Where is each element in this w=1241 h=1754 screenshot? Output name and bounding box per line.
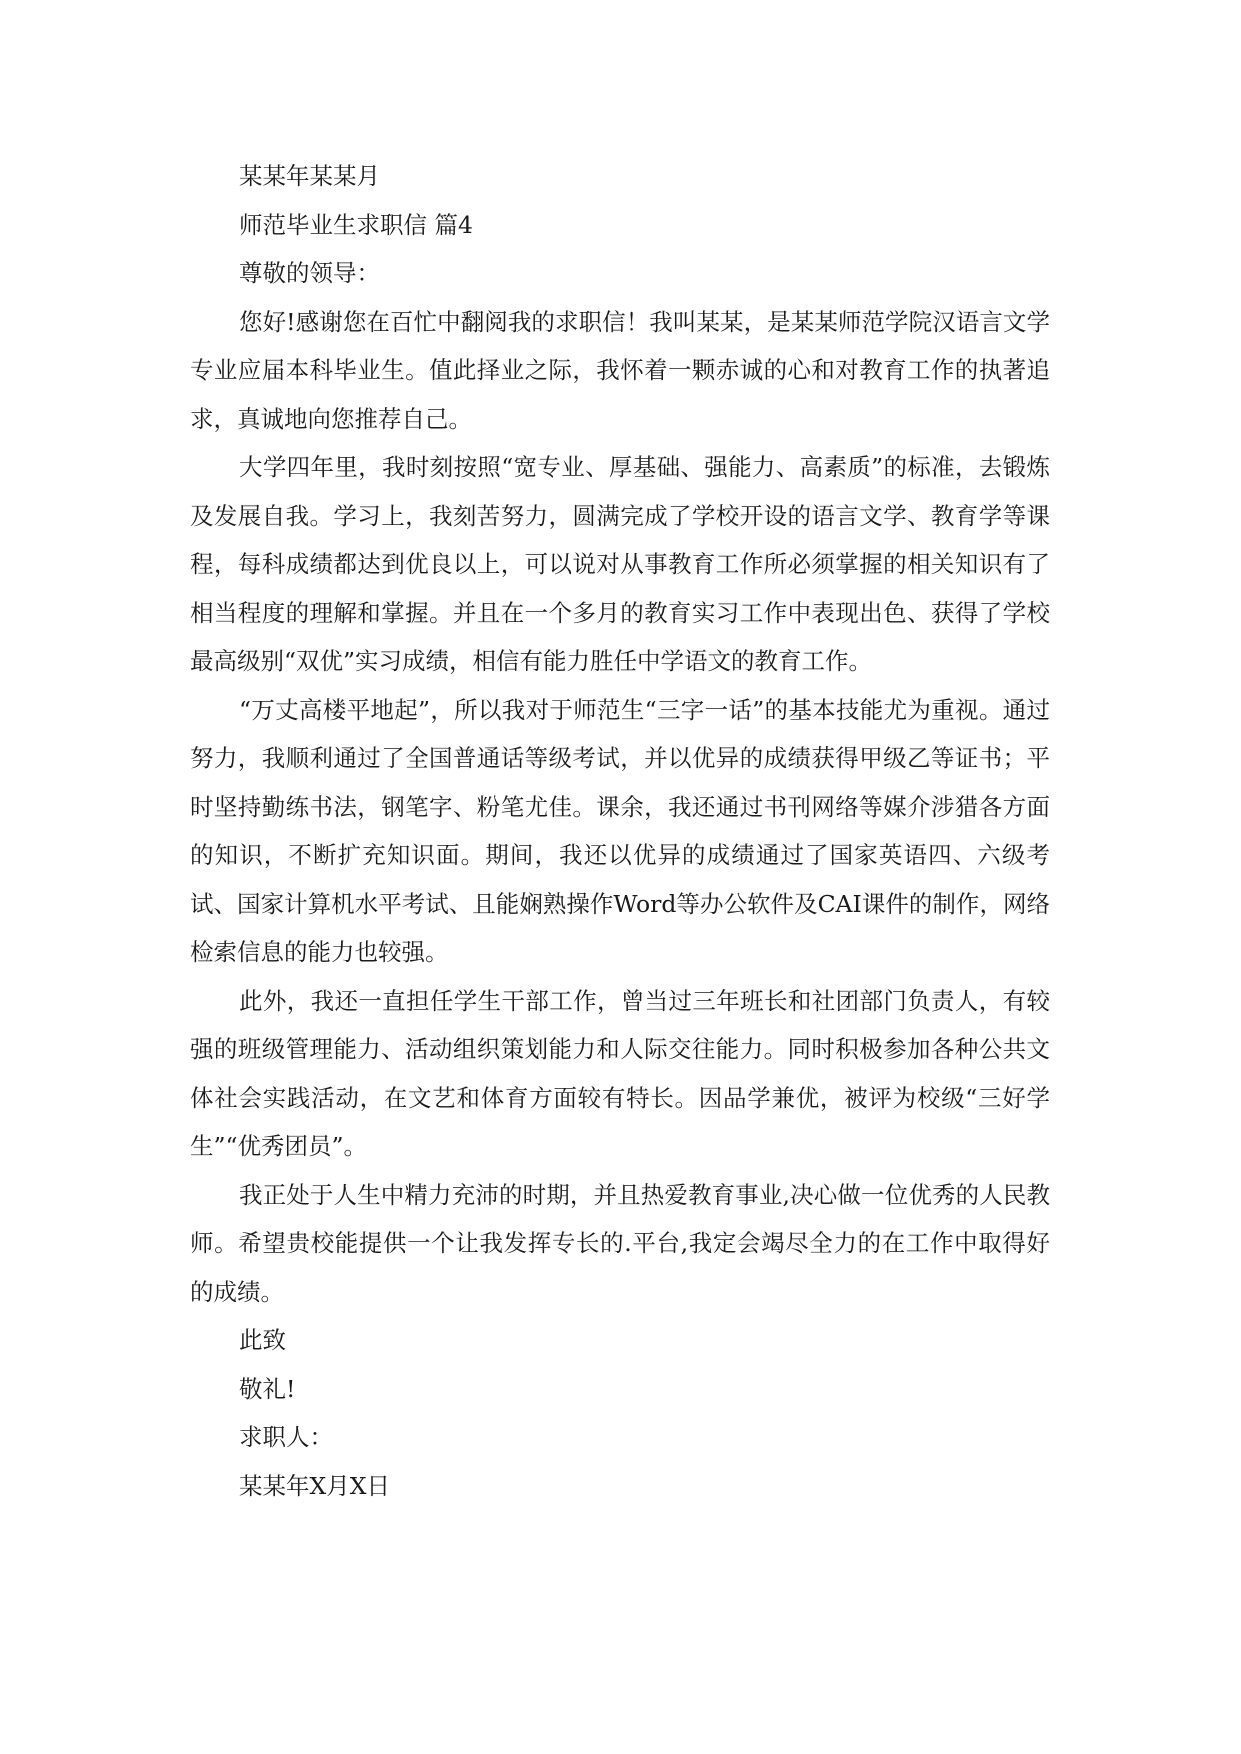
date-bottom: 某某年X月X日	[239, 1471, 390, 1500]
date-top: 某某年某某月	[239, 162, 380, 190]
closing: 此致	[239, 1326, 286, 1354]
paragraph-study: 大学四年里，我时刻按照“宽专业、厚基础、强能力、高素质”的标准，去锻炼及发展自我。学习上，我刻苦努力，圆满完成了学校开设的语言文学、教育学等课程，每科成绩都达到优良以上，可以说对从事教育工作所必须掌握的相关知识有了相当程度的理解和掌握。并且在一个多月的教育实习工作中表现出色、获得了学校最高级别“双优”实习成绩，相信有能力胜任中学语文的教育工作。	[190, 453, 1050, 675]
salutation: 尊敬的领导：	[239, 259, 380, 287]
letter-title: 师范毕业生求职信 篇4	[239, 210, 473, 239]
paragraph-leadership: 此外，我还一直担任学生干部工作，曾当过三年班长和社团部门负责人，有较强的班级管理能力、活动组织策划能力和人际交往能力。同时积极参加各种公共文体社会实践活动，在文艺和体育方面较有特长。因品学兼优，被评为校级“三好学生”“优秀团员”。	[190, 986, 1050, 1160]
document-body	[190, 152, 1050, 1510]
paragraph-greeting: 您好!感谢您在百忙中翻阅我的求职信！我叫某某，是某某师范学院汉语言文学专业应届本科毕业生。值此择业之际，我怀着一颗赤诚的心和对教育工作的执著追求，真诚地向您推荐自己。	[190, 307, 1050, 433]
paragraph-aspiration: 我正处于人生中精力充沛的时期，并且热爱教育事业,决心做一位优秀的人民教师。希望贵校能提供一个让我发挥专长的.平台,我定会竭尽全力的在工作中取得好的成绩。	[190, 1180, 1050, 1306]
paragraph-skills: “万丈高楼平地起”，所以我对于师范生“三字一话”的基本技能尤为重视。通过努力，我顺利通过了全国普通话等级考试，并以优异的成绩获得甲级乙等证书；平时坚持勤练书法，钢笔字、粉笔尤佳。课余，我还通过书刊网络等媒介涉猎各方面的知识，不断扩充知识面。期间，我还以优异的成绩通过了国家英语四、六级考试、国家计算机水平考试、且能娴熟操作Word等办公软件及CAI课件的制作，网络检索信息的能力也较强。	[190, 695, 1050, 966]
regards: 敬礼!	[239, 1374, 296, 1403]
signature-label: 求职人：	[239, 1423, 333, 1451]
